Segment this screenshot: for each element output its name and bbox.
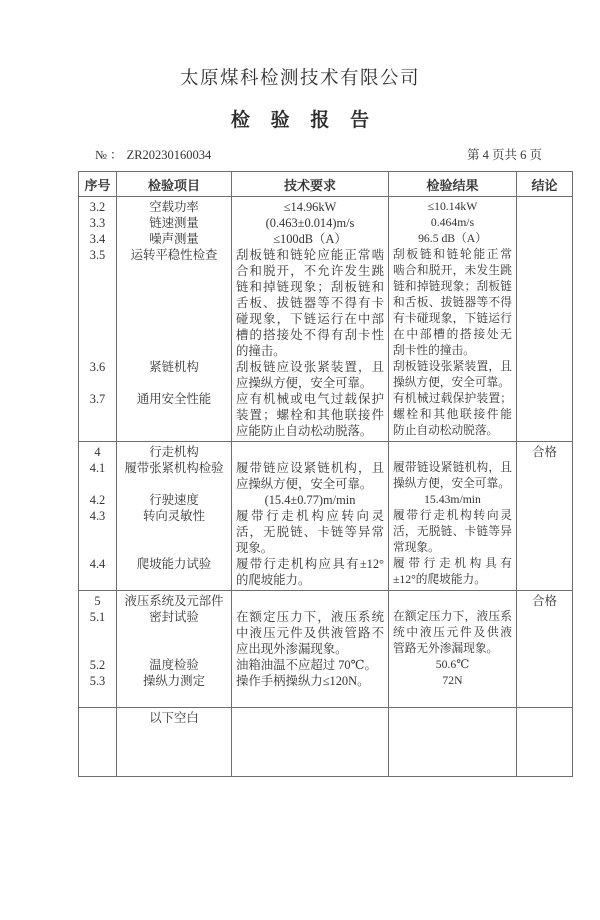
cell-line — [393, 593, 512, 609]
report-title: 检 验 报 告 — [230, 110, 378, 131]
cell-line — [393, 710, 512, 726]
result-cell — [389, 197, 517, 442]
report-number — [78, 145, 211, 163]
cell-line — [521, 710, 568, 726]
cell-line: 应能防止自动松动脱落。 — [236, 424, 373, 438]
conclusion-cell — [517, 708, 573, 777]
cell-line: 在额定压力下，液压系 — [393, 610, 512, 623]
cell-line: 履带张紧机构检验 — [124, 461, 224, 475]
cell-line — [121, 279, 227, 295]
result-cell — [389, 708, 517, 777]
cell-line: 刮板链设张紧装置，且 — [393, 360, 512, 373]
conclusion-cell — [517, 197, 573, 442]
cell-line — [393, 444, 512, 460]
cell-line: 在额定压力下，液压系统 — [236, 610, 384, 624]
cell-line — [121, 540, 227, 556]
cell-line: 操纵方便，安全可靠。 — [393, 376, 510, 389]
cell-line: 活，无脱链、卡链等异常 — [236, 525, 384, 539]
report-number-label: № ： — [95, 148, 123, 162]
cell-line: 碰现象，下链运行在中部 — [236, 312, 384, 326]
cell-line — [236, 726, 384, 742]
header-serial: 序号 — [79, 172, 117, 197]
cell-line: ≤10.14kW — [427, 200, 478, 213]
cell-line: 螺栓和其他联接件能 — [393, 408, 512, 421]
item-cell — [117, 442, 232, 591]
cell-line: 履带行走机构具有 — [393, 557, 512, 570]
cell-line: 噪声测量 — [149, 232, 199, 246]
cell-line: 转向灵敏性 — [143, 509, 205, 523]
cell-line: 刮板链和链轮应能正常啮 — [236, 248, 384, 262]
cell-line: 密封试验 — [149, 610, 199, 624]
cell-line: 操纵力测定 — [143, 674, 205, 688]
cell-line: 履带链设紧链机构，且 — [393, 461, 512, 474]
cell-line — [83, 524, 112, 540]
cell-line — [83, 625, 112, 641]
requirement-cell — [232, 591, 389, 708]
cell-line: 4.1 — [89, 461, 106, 475]
cell-line: ≤14.96kW — [283, 200, 337, 214]
cell-line: 应出现外渗漏现象。 — [236, 642, 348, 656]
serial-cell — [79, 197, 117, 442]
cell-line: 履带链应设紧链机构，且 — [236, 461, 384, 475]
header-conclusion: 结论 — [517, 172, 573, 197]
scanned-report-page — [0, 64, 600, 920]
result-cell — [389, 591, 517, 708]
cell-line: 的爬坡能力。 — [236, 573, 311, 587]
cell-line: 履带行走机构转向灵 — [393, 509, 512, 522]
cell-line: 活，无脱链、卡链等异 — [393, 525, 512, 538]
cell-line: 5.3 — [89, 674, 106, 688]
cell-line — [121, 343, 227, 359]
cell-line: 应有机械或电气过载保护 — [236, 392, 384, 406]
cell-line — [83, 476, 112, 492]
cell-line — [236, 444, 384, 460]
cell-line — [83, 742, 112, 758]
serial-cell — [79, 591, 117, 708]
cell-line — [83, 279, 112, 295]
cell-line — [83, 407, 112, 423]
cell-line: 履带行走机构应转向灵 — [236, 509, 384, 523]
cell-line: ±12°的爬坡能力。 — [393, 573, 486, 586]
cell-line: 50.6℃ — [435, 658, 470, 671]
cell-line: 行走机构 — [149, 445, 199, 459]
cell-line: 装置；螺栓和其他联接件 — [236, 408, 384, 422]
cell-line: 行驶速度 — [149, 493, 199, 507]
cell-line: 液压系统及元部件 — [124, 594, 224, 608]
cell-line: 15.43m/min — [424, 493, 481, 506]
cell-line: 链速测量 — [149, 216, 199, 230]
cell-line — [83, 343, 112, 359]
item-cell — [117, 197, 232, 442]
table-section-row — [79, 708, 573, 777]
cell-line — [236, 758, 384, 774]
cell-line — [83, 758, 112, 774]
cell-line: 槽的搭接处不得有刮卡性 — [236, 328, 384, 342]
inspection-table — [78, 171, 573, 777]
cell-line — [236, 710, 384, 726]
cell-line: 4.3 — [89, 509, 106, 523]
header-item: 检验项目 — [117, 172, 232, 197]
cell-line: 3.7 — [89, 392, 106, 406]
cell-line: 操作手柄操纵力≤120N。 — [236, 674, 370, 688]
cell-line: 中液压元件及供液管路不 — [236, 626, 384, 640]
cell-line: 3.5 — [89, 248, 106, 262]
cell-line — [83, 689, 112, 705]
cell-line — [83, 423, 112, 439]
cell-line: (15.4±0.77)m/min — [264, 493, 356, 507]
cell-line — [121, 311, 227, 327]
cell-line: 4.2 — [89, 493, 106, 507]
cell-line — [121, 572, 227, 588]
cell-line — [121, 407, 227, 423]
cell-line: 3.6 — [89, 360, 106, 374]
cell-line: 应操纵方便，安全可靠。 — [236, 477, 373, 491]
cell-line: 0.464m/s — [430, 216, 475, 229]
cell-line: 5.2 — [89, 658, 106, 672]
cell-line — [83, 375, 112, 391]
item-cell — [117, 708, 232, 777]
cell-line: 运转平稳性检查 — [130, 248, 218, 262]
cell-line — [83, 572, 112, 588]
cell-line: 管路无外渗漏现象。 — [393, 642, 499, 655]
cell-line: 履带行走机构应具有±12° — [236, 557, 384, 571]
cell-line — [121, 476, 227, 492]
cell-line — [83, 726, 112, 742]
header-requirement: 技术要求 — [232, 172, 389, 197]
cell-line: 链和掉链现象；刮板链 — [393, 280, 512, 293]
cell-line: 统中液压元件及供液 — [393, 626, 512, 639]
cell-line: 应操纵方便，安全可靠。 — [236, 376, 373, 390]
header-result: 检验结果 — [389, 172, 517, 197]
cell-line: 舌板、拔链器等不得有卡 — [236, 296, 384, 310]
cell-line: 爬坡能力试验 — [136, 557, 212, 571]
cell-line: 常现象。 — [393, 541, 440, 554]
table-section-row — [79, 442, 573, 591]
serial-cell — [79, 442, 117, 591]
cell-line: 的撞击。 — [236, 344, 286, 358]
cell-line: 紧链机构 — [149, 360, 199, 374]
cell-line: (0.463±0.014)m/s — [265, 216, 355, 230]
cell-line — [393, 726, 512, 742]
result-cell — [389, 442, 517, 591]
cell-line — [83, 311, 112, 327]
meta-row — [78, 145, 572, 163]
cell-line — [121, 641, 227, 657]
cell-line — [83, 641, 112, 657]
cell-line: 合和脱开，不允许发生跳 — [236, 264, 384, 278]
cell-line: 3.3 — [89, 216, 106, 230]
cell-line: 啮合和脱开，未发生跳 — [393, 264, 512, 277]
cell-line: 刮板链应设张紧装置，且 — [236, 360, 384, 374]
cell-line — [121, 524, 227, 540]
cell-line — [121, 742, 227, 758]
cell-line: 通用安全性能 — [136, 392, 212, 406]
cell-line: 在中部槽的搭接处无 — [393, 328, 512, 341]
cell-line — [121, 263, 227, 279]
cell-line: 72N — [442, 674, 463, 687]
cell-line — [521, 199, 568, 215]
page-indicator: 第 4 页共 6 页 — [466, 148, 542, 162]
cell-line: 3.2 — [89, 200, 106, 214]
cell-line — [236, 742, 384, 758]
cell-line: 链和掉链现象；刮板链和 — [236, 280, 384, 294]
cell-line: 空载功率 — [149, 200, 199, 214]
cell-line — [83, 263, 112, 279]
cell-line — [393, 742, 512, 758]
table-header-row — [79, 172, 573, 197]
requirement-cell — [232, 442, 389, 591]
report-number-value: ZR20230160034 — [126, 148, 212, 162]
cell-line — [121, 689, 227, 705]
cell-line: 4.4 — [89, 557, 106, 571]
table-section-row — [79, 591, 573, 708]
cell-line — [121, 327, 227, 343]
cell-line: 3.4 — [89, 232, 106, 246]
cell-line — [236, 689, 384, 705]
serial-cell — [79, 708, 117, 777]
cell-line — [83, 540, 112, 556]
conclusion-cell — [517, 591, 573, 708]
conclusion-cell — [517, 442, 573, 591]
cell-line — [83, 710, 112, 726]
cell-line: 5 — [94, 594, 101, 608]
cell-line: 合格 — [532, 445, 557, 459]
cell-line — [121, 758, 227, 774]
cell-line — [83, 327, 112, 343]
cell-line: 温度检验 — [149, 658, 199, 672]
table-section-row — [79, 197, 573, 442]
cell-line: 操纵方便，安全可靠。 — [393, 477, 510, 490]
cell-line: 5.1 — [89, 610, 106, 624]
cell-line: 防止自动松动脱落。 — [393, 424, 499, 437]
requirement-cell — [232, 197, 389, 442]
cell-line: ≤100dB（A） — [273, 232, 347, 246]
requirement-cell — [232, 708, 389, 777]
cell-line: 4 — [94, 445, 101, 459]
cell-line: 有机械过载保护装置； — [393, 392, 512, 405]
cell-line — [121, 726, 227, 742]
cell-line — [121, 375, 227, 391]
cell-line: 刮板链和链轮能正常 — [393, 248, 512, 261]
cell-line — [393, 758, 512, 774]
cell-line: 96.5 dB（A） — [418, 232, 487, 245]
cell-line: 刮卡性的撞击。 — [393, 344, 475, 357]
cell-line: 油箱油温不应超过 70℃。 — [236, 658, 377, 672]
cell-line — [121, 423, 227, 439]
cell-line — [121, 295, 227, 311]
cell-line: 有卡碰现象，下链运行 — [393, 312, 512, 325]
company-title: 太原煤科检测技术有限公司 — [179, 69, 420, 89]
item-cell — [117, 591, 232, 708]
cell-line: 和舌板、拔链器等不得 — [393, 296, 512, 309]
cell-line: 以下空白 — [149, 711, 199, 725]
cell-line: 合格 — [532, 594, 557, 608]
cell-line — [83, 295, 112, 311]
cell-line — [393, 689, 512, 705]
cell-line — [121, 625, 227, 641]
cell-line: 现象。 — [236, 541, 274, 555]
cell-line — [236, 593, 384, 609]
